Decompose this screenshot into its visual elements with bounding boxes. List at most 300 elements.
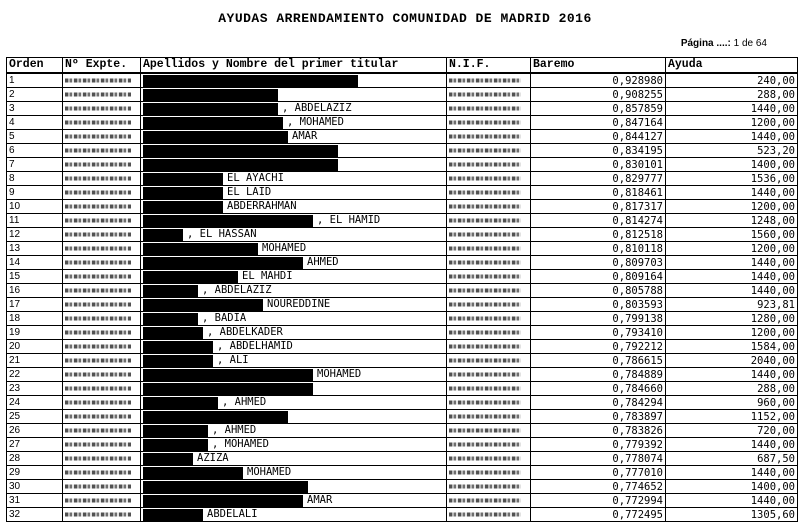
cell-expediente-redacted <box>63 214 141 228</box>
cell-expediente-redacted <box>63 326 141 340</box>
cell-baremo: 0,783897 <box>531 410 666 424</box>
cell-nif-redacted <box>447 270 531 284</box>
pixelated-redaction <box>449 258 521 267</box>
cell-nombre <box>141 214 447 228</box>
cell-ayuda: 1440,00 <box>666 438 798 452</box>
cell-expediente-redacted <box>63 312 141 326</box>
visible-name-fragment: MOHAMED <box>262 242 307 254</box>
cell-baremo: 0,803593 <box>531 298 666 312</box>
cell-nif-redacted <box>447 466 531 480</box>
pixelated-redaction <box>65 300 131 309</box>
visible-name-fragment: , ALI <box>217 354 249 366</box>
visible-name-fragment: AZIZA <box>197 452 229 464</box>
pixelated-redaction <box>449 132 521 141</box>
cell-baremo: 0,812518 <box>531 228 666 242</box>
table-row <box>7 354 798 368</box>
pixelated-redaction <box>449 272 521 281</box>
cell-orden: 22 <box>7 368 63 382</box>
pixelated-redaction <box>65 440 131 449</box>
black-redaction-bar <box>143 75 358 87</box>
black-redaction-bar <box>143 257 303 269</box>
table-row <box>7 73 798 88</box>
pixelated-redaction <box>65 216 131 225</box>
cell-orden: 11 <box>7 214 63 228</box>
table-row <box>7 130 798 144</box>
cell-orden: 28 <box>7 452 63 466</box>
cell-nif-redacted <box>447 116 531 130</box>
pixelated-redaction <box>449 468 521 477</box>
cell-expediente-redacted <box>63 396 141 410</box>
cell-orden: 5 <box>7 130 63 144</box>
cell-orden: 32 <box>7 508 63 522</box>
cell-ayuda: 1400,00 <box>666 158 798 172</box>
cell-orden: 29 <box>7 466 63 480</box>
col-header-expediente: Nº Expte. <box>63 58 141 74</box>
pixelated-redaction <box>65 188 131 197</box>
black-redaction-bar <box>143 467 243 479</box>
cell-baremo: 0,829777 <box>531 172 666 186</box>
pixelated-redaction <box>65 496 131 505</box>
black-redaction-bar <box>143 187 223 199</box>
cell-ayuda: 1584,00 <box>666 340 798 354</box>
black-redaction-bar <box>143 341 213 353</box>
table-body <box>7 73 798 522</box>
pixelated-redaction <box>449 76 521 85</box>
black-redaction-bar <box>143 327 203 339</box>
cell-nombre <box>141 73 447 88</box>
table-row <box>7 452 798 466</box>
pixelated-redaction <box>65 174 131 183</box>
table-row <box>7 116 798 130</box>
cell-nombre <box>141 368 447 382</box>
black-redaction-bar <box>143 117 283 129</box>
cell-orden: 18 <box>7 312 63 326</box>
cell-nif-redacted <box>447 158 531 172</box>
black-redaction-bar <box>143 369 313 381</box>
document-title: AYUDAS ARRENDAMIENTO COMUNIDAD DE MADRID 2016 <box>218 11 592 26</box>
pixelated-redaction <box>449 482 521 491</box>
pixelated-redaction <box>449 384 521 393</box>
pixelated-redaction <box>449 188 521 197</box>
black-redaction-bar <box>143 425 208 437</box>
cell-orden: 30 <box>7 480 63 494</box>
visible-name-fragment: EL MAHDI <box>242 270 293 282</box>
cell-expediente-redacted <box>63 256 141 270</box>
cell-nombre <box>141 326 447 340</box>
pixelated-redaction <box>449 146 521 155</box>
visible-name-fragment: , EL HASSAN <box>187 228 257 240</box>
cell-ayuda: 1560,00 <box>666 228 798 242</box>
cell-nif-redacted <box>447 144 531 158</box>
pixelated-redaction <box>65 398 131 407</box>
black-redaction-bar <box>143 453 193 465</box>
cell-expediente-redacted <box>63 186 141 200</box>
black-redaction-bar <box>143 439 208 451</box>
table-row <box>7 438 798 452</box>
pixelated-redaction <box>65 384 131 393</box>
cell-nombre <box>141 186 447 200</box>
cell-orden: 1 <box>7 73 63 88</box>
beneficiaries-table <box>6 57 798 522</box>
black-redaction-bar <box>143 285 198 297</box>
cell-baremo: 0,818461 <box>531 186 666 200</box>
col-header-nombre: Apellidos y Nombre del primer titular <box>141 58 447 74</box>
cell-ayuda: 687,50 <box>666 452 798 466</box>
cell-orden: 13 <box>7 242 63 256</box>
cell-nombre <box>141 508 447 522</box>
cell-baremo: 0,793410 <box>531 326 666 340</box>
cell-ayuda: 1400,00 <box>666 480 798 494</box>
table-row <box>7 466 798 480</box>
cell-expediente-redacted <box>63 410 141 424</box>
cell-nombre <box>141 116 447 130</box>
visible-name-fragment: , EL HAMID <box>317 214 381 226</box>
pixelated-redaction <box>65 356 131 365</box>
cell-nombre <box>141 452 447 466</box>
pixelated-redaction <box>65 104 131 113</box>
cell-nif-redacted <box>447 73 531 88</box>
cell-expediente-redacted <box>63 228 141 242</box>
cell-ayuda: 523,20 <box>666 144 798 158</box>
visible-name-fragment: AMAR <box>292 130 318 142</box>
cell-orden: 27 <box>7 438 63 452</box>
cell-nif-redacted <box>447 88 531 102</box>
cell-nif-redacted <box>447 354 531 368</box>
visible-name-fragment: , ABDELHAMID <box>217 340 293 352</box>
cell-orden: 12 <box>7 228 63 242</box>
cell-orden: 16 <box>7 284 63 298</box>
cell-expediente-redacted <box>63 102 141 116</box>
table-row <box>7 200 798 214</box>
cell-orden: 7 <box>7 158 63 172</box>
black-redaction-bar <box>143 173 223 185</box>
pixelated-redaction <box>449 244 521 253</box>
pixelated-redaction <box>449 104 521 113</box>
cell-nif-redacted <box>447 396 531 410</box>
table-row <box>7 396 798 410</box>
pixelated-redaction <box>65 76 131 85</box>
cell-ayuda: 1440,00 <box>666 494 798 508</box>
table-row <box>7 424 798 438</box>
cell-nombre <box>141 410 447 424</box>
black-redaction-bar <box>143 131 288 143</box>
cell-ayuda: 923,81 <box>666 298 798 312</box>
col-header-baremo: Baremo <box>531 58 666 74</box>
pixelated-redaction <box>449 398 521 407</box>
cell-baremo: 0,772994 <box>531 494 666 508</box>
pixelated-redaction <box>449 496 521 505</box>
cell-baremo: 0,834195 <box>531 144 666 158</box>
cell-expediente-redacted <box>63 130 141 144</box>
visible-name-fragment: EL LAID <box>227 186 272 198</box>
cell-orden: 25 <box>7 410 63 424</box>
pixelated-redaction <box>449 510 521 519</box>
table-row <box>7 368 798 382</box>
cell-baremo: 0,814274 <box>531 214 666 228</box>
black-redaction-bar <box>143 509 203 521</box>
pixelated-redaction <box>449 118 521 127</box>
pixelated-redaction <box>449 300 521 309</box>
cell-nif-redacted <box>447 452 531 466</box>
cell-expediente-redacted <box>63 508 141 522</box>
visible-name-fragment: MOHAMED <box>247 466 292 478</box>
cell-nif-redacted <box>447 368 531 382</box>
cell-nombre <box>141 242 447 256</box>
cell-expediente-redacted <box>63 368 141 382</box>
pixelated-redaction <box>449 412 521 421</box>
visible-name-fragment: EL AYACHI <box>227 172 284 184</box>
cell-expediente-redacted <box>63 354 141 368</box>
pixelated-redaction <box>449 216 521 225</box>
cell-ayuda: 1152,00 <box>666 410 798 424</box>
cell-expediente-redacted <box>63 480 141 494</box>
pixelated-redaction <box>65 230 131 239</box>
visible-name-fragment: AMAR <box>307 494 333 506</box>
cell-baremo: 0,857859 <box>531 102 666 116</box>
visible-name-fragment: MOHAMED <box>317 368 362 380</box>
visible-name-fragment: ABDERRAHMAN <box>227 200 297 212</box>
cell-ayuda: 1536,00 <box>666 172 798 186</box>
cell-ayuda: 1440,00 <box>666 102 798 116</box>
cell-ayuda: 1440,00 <box>666 368 798 382</box>
cell-nif-redacted <box>447 228 531 242</box>
black-redaction-bar <box>143 89 278 101</box>
black-redaction-bar <box>143 495 303 507</box>
cell-ayuda: 1440,00 <box>666 186 798 200</box>
cell-ayuda: 1440,00 <box>666 270 798 284</box>
visible-name-fragment: , BADIA <box>202 312 247 324</box>
cell-nombre <box>141 228 447 242</box>
cell-ayuda: 1440,00 <box>666 466 798 480</box>
cell-baremo: 0,784294 <box>531 396 666 410</box>
cell-nif-redacted <box>447 480 531 494</box>
table-row <box>7 172 798 186</box>
visible-name-fragment: , ABDELKADER <box>207 326 283 338</box>
cell-orden: 24 <box>7 396 63 410</box>
table-header-row <box>7 58 798 74</box>
visible-name-fragment: , ABDELAZIZ <box>202 284 272 296</box>
pixelated-redaction <box>449 454 521 463</box>
table-row <box>7 298 798 312</box>
cell-expediente-redacted <box>63 73 141 88</box>
pixelated-redaction <box>65 412 131 421</box>
cell-ayuda: 960,00 <box>666 396 798 410</box>
pixelated-redaction <box>65 468 131 477</box>
black-redaction-bar <box>143 355 213 367</box>
cell-baremo: 0,772495 <box>531 508 666 522</box>
pixelated-redaction <box>65 314 131 323</box>
pixelated-redaction <box>65 482 131 491</box>
table-row <box>7 340 798 354</box>
pixelated-redaction <box>65 426 131 435</box>
cell-orden: 15 <box>7 270 63 284</box>
black-redaction-bar <box>143 215 313 227</box>
pixelated-redaction <box>65 146 131 155</box>
pixelated-redaction <box>65 272 131 281</box>
pixelated-redaction <box>65 454 131 463</box>
cell-nif-redacted <box>447 438 531 452</box>
pixelated-redaction <box>449 342 521 351</box>
cell-baremo: 0,908255 <box>531 88 666 102</box>
cell-nombre <box>141 172 447 186</box>
cell-expediente-redacted <box>63 88 141 102</box>
cell-expediente-redacted <box>63 172 141 186</box>
cell-baremo: 0,805788 <box>531 284 666 298</box>
pixelated-redaction <box>449 174 521 183</box>
cell-nombre <box>141 312 447 326</box>
table-row <box>7 270 798 284</box>
pixelated-redaction <box>65 342 131 351</box>
pixelated-redaction <box>449 370 521 379</box>
black-redaction-bar <box>143 243 258 255</box>
cell-orden: 3 <box>7 102 63 116</box>
cell-nombre <box>141 88 447 102</box>
cell-baremo: 0,809703 <box>531 256 666 270</box>
cell-baremo: 0,830101 <box>531 158 666 172</box>
black-redaction-bar <box>143 299 263 311</box>
visible-name-fragment: AHMED <box>307 256 339 268</box>
cell-orden: 19 <box>7 326 63 340</box>
table-row <box>7 144 798 158</box>
cell-expediente-redacted <box>63 144 141 158</box>
visible-name-fragment: , MOHAMED <box>287 116 344 128</box>
cell-ayuda: 1280,00 <box>666 312 798 326</box>
cell-ayuda: 240,00 <box>666 73 798 88</box>
pixelated-redaction <box>449 356 521 365</box>
table-row <box>7 312 798 326</box>
black-redaction-bar <box>143 271 238 283</box>
table-row <box>7 228 798 242</box>
cell-nif-redacted <box>447 242 531 256</box>
cell-expediente-redacted <box>63 466 141 480</box>
black-redaction-bar <box>143 159 338 171</box>
cell-ayuda: 1200,00 <box>666 326 798 340</box>
cell-nif-redacted <box>447 186 531 200</box>
pixelated-redaction <box>449 314 521 323</box>
cell-baremo: 0,810118 <box>531 242 666 256</box>
cell-ayuda: 2040,00 <box>666 354 798 368</box>
cell-baremo: 0,847164 <box>531 116 666 130</box>
cell-nif-redacted <box>447 340 531 354</box>
black-redaction-bar <box>143 145 338 157</box>
cell-nombre <box>141 298 447 312</box>
cell-baremo: 0,777010 <box>531 466 666 480</box>
cell-ayuda: 1440,00 <box>666 256 798 270</box>
cell-nombre <box>141 494 447 508</box>
pixelated-redaction <box>449 440 521 449</box>
table-row <box>7 102 798 116</box>
cell-ayuda: 288,00 <box>666 88 798 102</box>
table-row <box>7 88 798 102</box>
cell-ayuda: 1200,00 <box>666 116 798 130</box>
cell-expediente-redacted <box>63 116 141 130</box>
cell-nombre <box>141 256 447 270</box>
cell-nombre <box>141 396 447 410</box>
visible-name-fragment: NOUREDDINE <box>267 298 331 310</box>
table-row <box>7 242 798 256</box>
cell-orden: 17 <box>7 298 63 312</box>
black-redaction-bar <box>143 313 198 325</box>
table-row <box>7 382 798 396</box>
cell-nombre <box>141 480 447 494</box>
cell-nif-redacted <box>447 382 531 396</box>
cell-nombre <box>141 200 447 214</box>
cell-orden: 23 <box>7 382 63 396</box>
table-row <box>7 480 798 494</box>
cell-nombre <box>141 438 447 452</box>
pixelated-redaction <box>65 370 131 379</box>
pixelated-redaction <box>65 286 131 295</box>
table-row <box>7 284 798 298</box>
cell-baremo: 0,792212 <box>531 340 666 354</box>
black-redaction-bar <box>143 383 313 395</box>
cell-ayuda: 1200,00 <box>666 242 798 256</box>
cell-ayuda: 1440,00 <box>666 284 798 298</box>
cell-orden: 14 <box>7 256 63 270</box>
cell-nif-redacted <box>447 214 531 228</box>
cell-expediente-redacted <box>63 340 141 354</box>
table-row <box>7 158 798 172</box>
cell-baremo: 0,786615 <box>531 354 666 368</box>
cell-expediente-redacted <box>63 438 141 452</box>
pixelated-redaction <box>449 426 521 435</box>
pixelated-redaction <box>65 510 131 519</box>
cell-nombre <box>141 424 447 438</box>
pixelated-redaction <box>449 286 521 295</box>
cell-nif-redacted <box>447 312 531 326</box>
pixelated-redaction <box>65 160 131 169</box>
cell-nombre <box>141 354 447 368</box>
cell-nombre <box>141 144 447 158</box>
cell-nif-redacted <box>447 256 531 270</box>
cell-nif-redacted <box>447 284 531 298</box>
cell-nif-redacted <box>447 172 531 186</box>
cell-nif-redacted <box>447 410 531 424</box>
cell-baremo: 0,928980 <box>531 73 666 88</box>
cell-orden: 26 <box>7 424 63 438</box>
cell-ayuda: 288,00 <box>666 382 798 396</box>
cell-nombre <box>141 382 447 396</box>
cell-orden: 2 <box>7 88 63 102</box>
visible-name-fragment: , AHMED <box>222 396 267 408</box>
table-row <box>7 186 798 200</box>
black-redaction-bar <box>143 481 308 493</box>
visible-name-fragment: , MOHAMED <box>212 438 269 450</box>
cell-orden: 4 <box>7 116 63 130</box>
pixelated-redaction <box>65 118 131 127</box>
black-redaction-bar <box>143 201 223 213</box>
cell-baremo: 0,784660 <box>531 382 666 396</box>
cell-nombre <box>141 270 447 284</box>
cell-nombre <box>141 102 447 116</box>
cell-expediente-redacted <box>63 424 141 438</box>
page-value: 1 de 64 <box>733 38 767 49</box>
pixelated-redaction <box>65 132 131 141</box>
pixelated-redaction <box>449 90 521 99</box>
black-redaction-bar <box>143 229 183 241</box>
cell-nombre <box>141 130 447 144</box>
cell-nif-redacted <box>447 494 531 508</box>
cell-expediente-redacted <box>63 158 141 172</box>
cell-nombre <box>141 158 447 172</box>
cell-expediente-redacted <box>63 284 141 298</box>
pixelated-redaction <box>65 258 131 267</box>
table-row <box>7 494 798 508</box>
visible-name-fragment: ABDELALI <box>207 508 258 520</box>
pixelated-redaction <box>449 328 521 337</box>
table-row <box>7 508 798 522</box>
pixelated-redaction <box>65 90 131 99</box>
